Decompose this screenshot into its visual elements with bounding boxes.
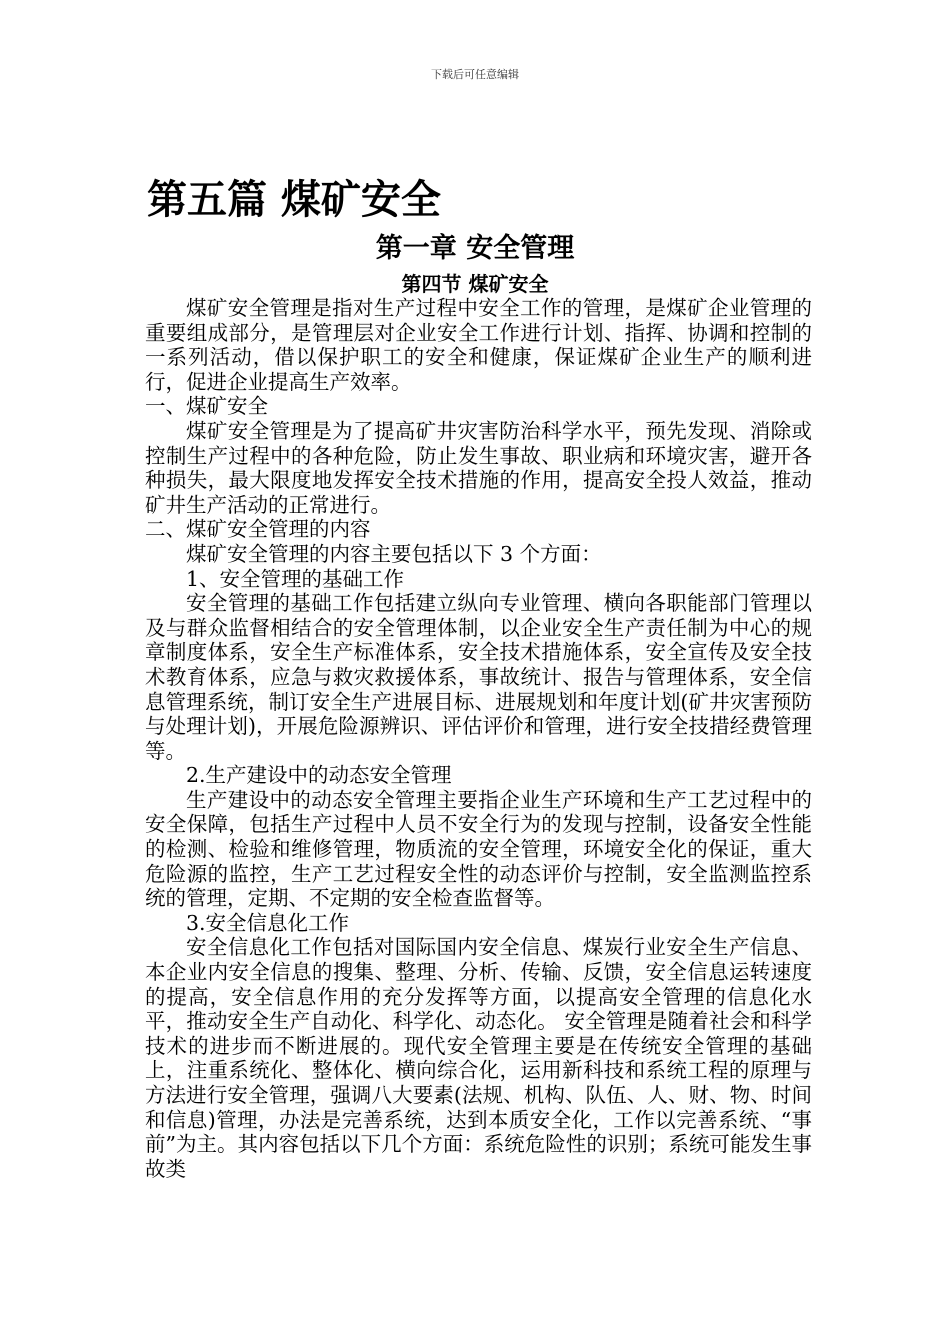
subheading-informatization: 3.安全信息化工作	[186, 910, 350, 935]
intro-paragraph: 煤矿安全管理是指对生产过程中安全工作的管理，是煤矿企业管理的重要组成部分，是管理层对企业安全工作进行计划、指挥、协调和控制的一系列活动，借以保护职工的安全和健康，保证煤矿企业生产的顺利进行，促进企业提高生产效率。	[145, 296, 812, 394]
subheading-dynamic-management: 2.生产建设中的动态安全管理	[186, 763, 452, 788]
page-header-note: 下载后可任意编辑	[431, 68, 519, 81]
heading-management-content: 二、煤矿安全管理的内容	[145, 517, 371, 542]
chapter-title: 第一章 安全管理	[375, 233, 575, 264]
part-title: 第五篇 煤矿安全	[147, 177, 441, 223]
subheading-basic-work: 1、安全管理的基础工作	[186, 566, 405, 591]
paragraph-basic-work: 安全管理的基础工作包括建立纵向专业管理、横向各职能部门管理以及与群众监督相结合的安全管理体制，以企业安全生产责任制为中心的规章制度体系，安全生产标准体系，安全技术措施体系，安全宣传及安全技术教育体系，应急与救灾救援体系，事故统计、报告与管理体系，安全信息管理系统，制订安全生产进展目标、进展规划和年度计划(矿井灾害预防与处理计划)，开展危险源辨识、评估评价和管理，进行安全技措经费管理等。	[145, 591, 812, 763]
paragraph-dynamic-management: 生产建设中的动态安全管理主要指企业生产环境和生产工艺过程中的安全保障，包括生产过程中人员不安全行为的发现与控制，设备安全性能的检测、检验和维修管理，物质流的安全管理，环境安全化的保证，重大危险源的监控，生产工艺过程安全性的动态评价与控制，安全监测监控系统的管理，定期、不定期的安全检查监督等。	[145, 787, 812, 911]
heading-coal-mine-safety: 一、煤矿安全	[145, 394, 268, 419]
paragraph-coal-mine-safety: 煤矿安全管理是为了提高矿井灾害防治科学水平，预先发现、消除或控制生产过程中的各种危险，防止发生事故、职业病和环境灾害，避开各种损失，最大限度地发挥安全技术措施的作用，提高安全投人效益，推动矿井生产活动的正常进行。	[145, 418, 812, 517]
document-body	[145, 296, 812, 1181]
section-title: 第四节 煤矿安全	[401, 272, 549, 296]
paragraph-content-overview: 煤矿安全管理的内容主要包括以下 3 个方面：	[186, 541, 602, 566]
paragraph-informatization: 安全信息化工作包括对国际国内安全信息、煤炭行业安全生产信息、本企业内安全信息的搜集、整理、分析、传输、反馈，安全信息运转速度的提高，安全信息作用的充分发挥等方面，以提高安全管理的信息化水平，推动安全生产自动化、科学化、动态化。 安全管理是随着社会和科学技术的进步而不断进展的。现代安全管理主要是在传统安全管理的基础上，注重系统化、整体化、横向综合化，运用新科技和系统工程的原理与方法进行安全管理，强调八大要素(法规、机构、队伍、人、财、物、时间和信息)管理，办法是完善系统，达到本质安全化，工作以完善系统、“事前”为主。其内容包括以下几个方面：系统危险性的识别；系统可能发生事故类	[145, 935, 812, 1181]
